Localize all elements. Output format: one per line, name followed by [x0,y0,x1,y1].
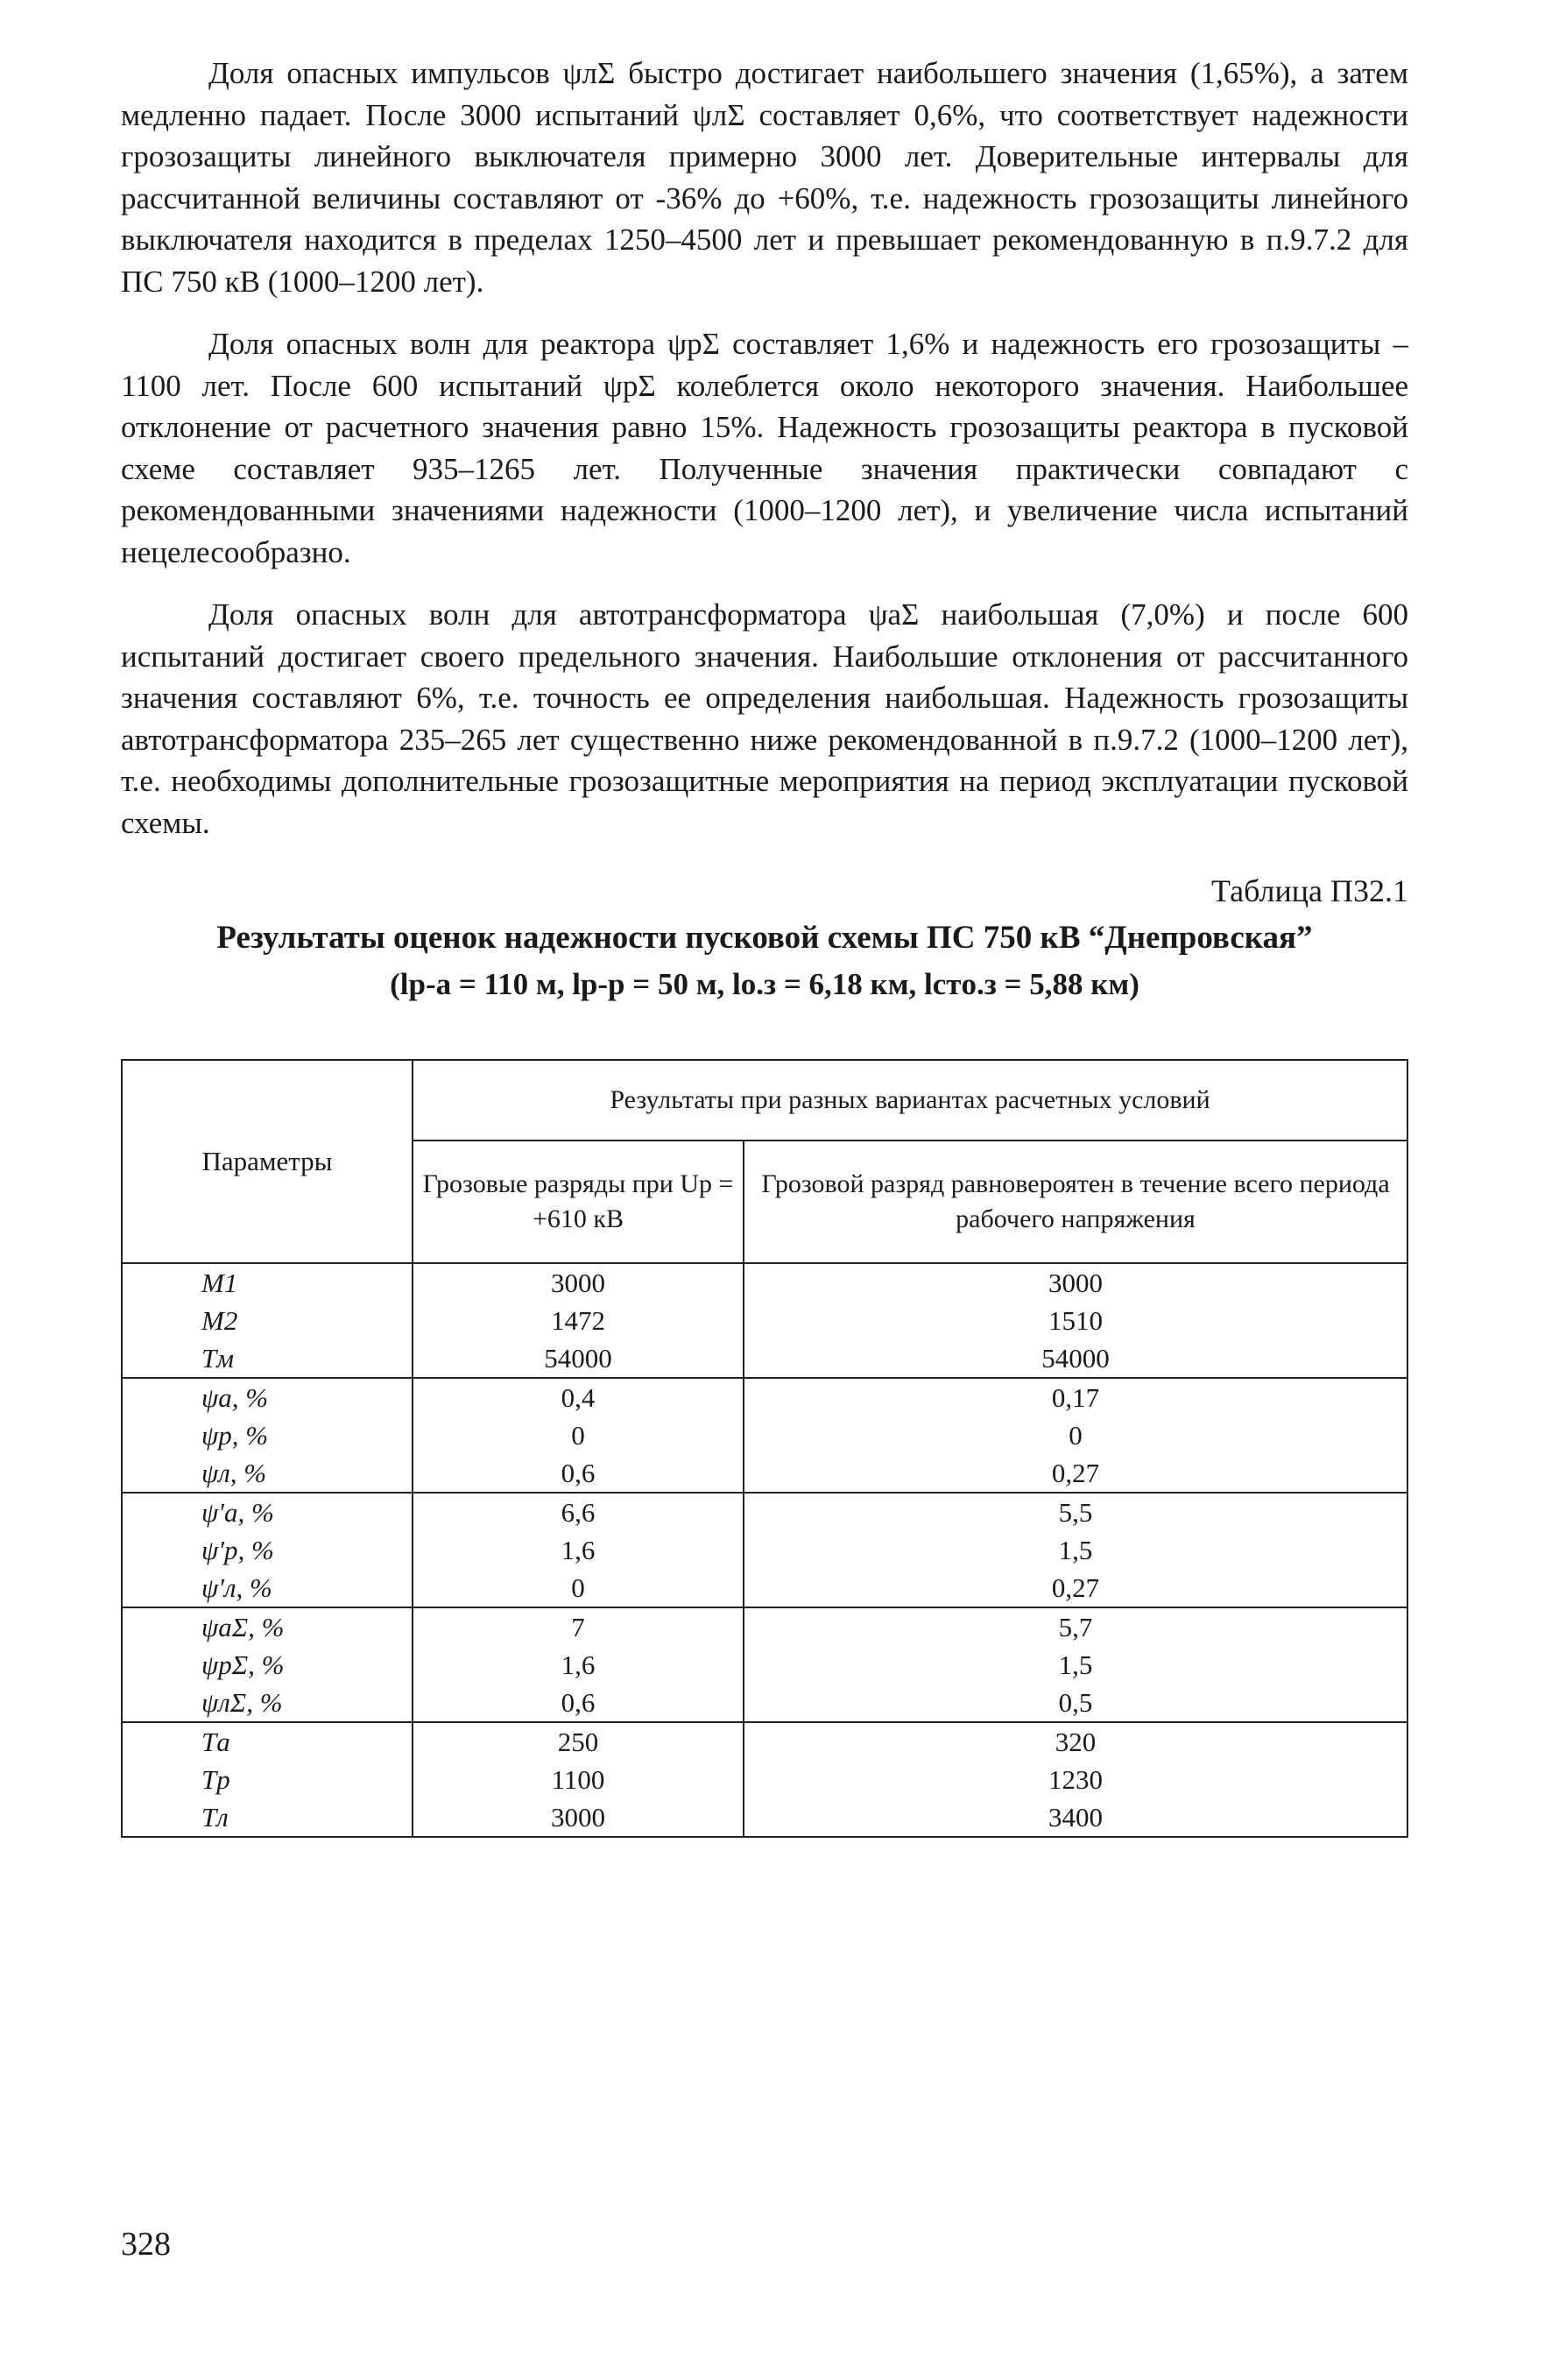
table-row [122,1722,1407,1837]
param-names: Tа Tр Tл [122,1722,413,1837]
col2-values: 3000 1510 54000 [744,1263,1407,1378]
col1-values: 3000 1472 54000 [413,1263,744,1378]
page-number: 328 [121,2226,171,2263]
col2-values: 5,5 1,5 0,27 [744,1493,1407,1607]
param-names: ψа, % ψр, % ψл, % [122,1378,413,1493]
paragraph-autotransformer: Доля опасных волн для автотрансформатора ψаΣ наибольшая (7,0%) и после 600 испытаний достигает своего предельного значения. Наибольшие отклонения от рассчитанного значения составляют 6%, т.е. точность ее определения наибольшая. Надежность грозозащиты автотрансформатора 235–265 лет существенно ниже рекомендованной в п.9.7.2 (1000–1200 лет), т.е. необходимы дополнительные грозозащитные мероприятия на период эксплуатации пусковой схемы. [121,597,1408,840]
page-content [121,53,1408,1838]
table-row [122,1607,1407,1722]
param-names: ψаΣ, % ψрΣ, % ψлΣ, % [122,1607,413,1722]
results-table [121,1059,1408,1838]
col2-values: 0,17 0 0,27 [744,1378,1407,1493]
table-row [122,1493,1407,1607]
col2-values: 5,7 1,5 0,5 [744,1607,1407,1722]
header-col-equiprobable: Грозовой разряд равновероятен в течение всего периода рабочего напряжения [744,1141,1407,1263]
col1-values: 7 1,6 0,6 [413,1607,744,1722]
param-names: M1 M2 Tм [122,1263,413,1378]
header-params: Параметры [122,1060,413,1263]
table-title: Результаты оценок надежности пусковой схемы ПС 750 кВ “Днепровская” [216,920,1313,956]
table-row [122,1263,1407,1378]
col1-values: 6,6 1,6 0 [413,1493,744,1607]
table-number: Таблица П32.1 [1211,873,1408,908]
header-col-lightning-discharges: Грозовые разряды при Uр = +610 кВ [413,1141,744,1263]
col1-values: 0,4 0 0,6 [413,1378,744,1493]
table-row [122,1378,1407,1493]
param-names: ψ′а, % ψ′р, % ψ′л, % [122,1493,413,1607]
header-group: Результаты при разных вариантах расчетных условий [413,1060,1407,1141]
paragraph-reactor: Доля опасных волн для реактора ψрΣ составляет 1,6% и надежность его грозозащиты – 1100 лет. После 600 испытаний ψрΣ колеблется около некоторого значения. Наибольшее отклонение от расчетного значения равно 15%. Надежность грозозащиты реактора в пусковой схеме составляет 935–1265 лет. Полученные значения практически совпадают с рекомендованными значениями надежности (1000–1200 лет), и увеличение числа испытаний нецелесообразно. [121,327,1408,569]
table-subtitle: (lр-а = 110 м, lр-р = 50 м, lо.з = 6,18 км, lстo.з = 5,88 км) [390,967,1139,1001]
col1-values: 250 1100 3000 [413,1722,744,1837]
col2-values: 320 1230 3400 [744,1722,1407,1837]
paragraph-line-breaker: Доля опасных импульсов ψлΣ быстро достигает наибольшего значения (1,65%), а затем медленно падает. После 3000 испытаний ψлΣ составляет 0,6%, что соответствует надежности грозозащиты линейного выключателя примерно 3000 лет. Доверительные интервалы для рассчитанной величины составляют от -36% до +60%, т.е. надежность грозозащиты линейного выключателя находится в пределах 1250–4500 лет и превышает рекомендованную в п.9.7.2 для ПС 750 кВ (1000–1200 лет). [121,56,1408,299]
